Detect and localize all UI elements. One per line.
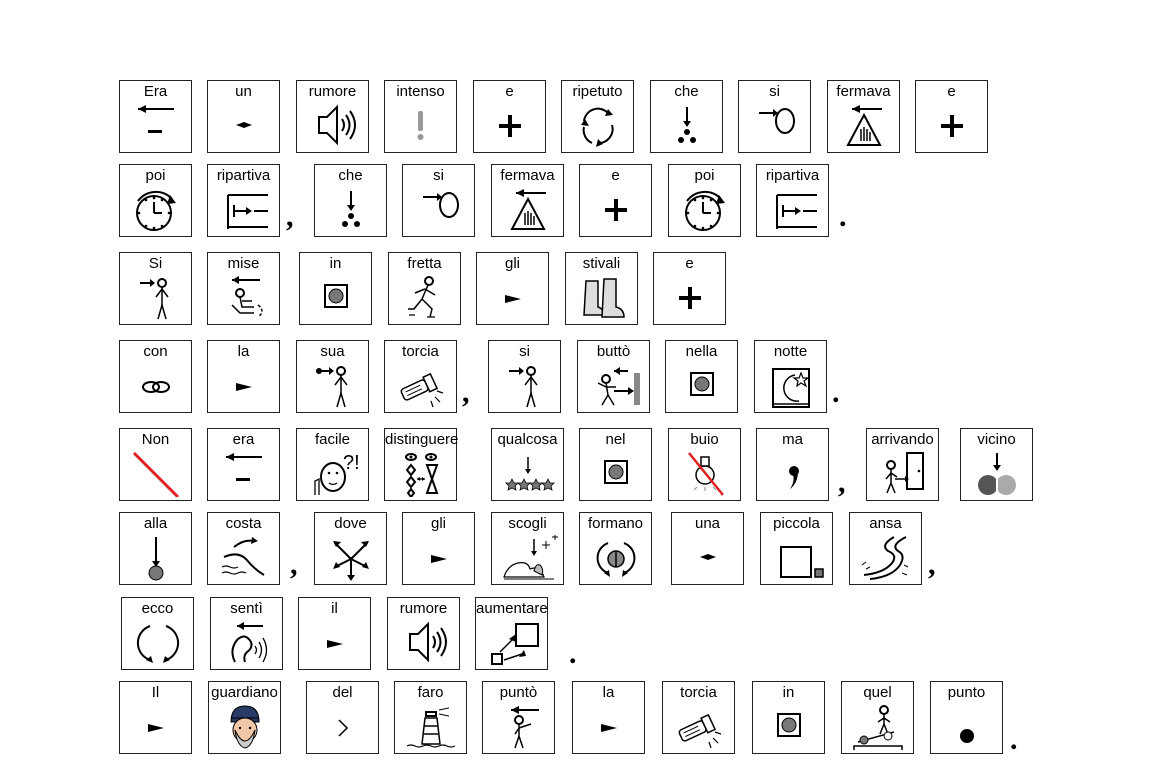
symbol-card xyxy=(384,428,457,501)
symbol-card xyxy=(207,80,280,153)
symbol-card xyxy=(841,681,914,754)
plus-icon xyxy=(586,187,646,233)
symbol-word: il xyxy=(331,600,338,617)
symbol-word: ripetuto xyxy=(572,83,623,100)
symbol-card xyxy=(384,340,457,413)
symbol-card xyxy=(207,340,280,413)
cycle-arrows-icon xyxy=(568,103,628,149)
symbol-card xyxy=(572,681,645,754)
symbol-word: piccola xyxy=(773,515,820,532)
arrow-circle-icon xyxy=(409,187,469,233)
symbol-word: fretta xyxy=(407,255,442,272)
symbol-card xyxy=(296,340,369,413)
restart-lines-icon xyxy=(763,187,823,233)
symbol-card xyxy=(298,597,371,670)
symbol-card xyxy=(306,681,379,754)
symbol-card xyxy=(475,597,548,670)
svg-text:?!: ?! xyxy=(342,452,360,474)
symbol-card xyxy=(119,512,192,585)
symbol-word: si xyxy=(769,83,780,100)
symbol-card xyxy=(579,512,652,585)
sentence-row xyxy=(0,512,1170,588)
person-door-icon xyxy=(873,451,933,497)
symbol-word: una xyxy=(694,515,721,532)
big-small-squares-icon xyxy=(767,535,827,581)
symbol-word: sentì xyxy=(230,600,263,617)
symbol-card xyxy=(121,597,194,670)
symbol-word: si xyxy=(433,167,444,184)
symbol-word: e xyxy=(505,83,514,100)
symbol-card xyxy=(119,428,192,501)
symbol-word: gli xyxy=(504,255,520,272)
symbol-word: era xyxy=(232,431,255,448)
symbol-card xyxy=(756,428,829,501)
symbol-word: fermava xyxy=(836,83,891,100)
comma-mark: , xyxy=(290,548,298,581)
lighthouse-icon xyxy=(401,704,461,750)
eyes-compare-icon xyxy=(391,451,451,497)
symbol-card xyxy=(668,164,741,237)
coast-icon xyxy=(214,535,274,581)
symbol-card xyxy=(579,428,652,501)
seesaw-icon xyxy=(848,704,908,750)
symbol-card xyxy=(488,340,561,413)
symbol-word: ecco xyxy=(141,600,174,617)
dot-arrow-person-icon xyxy=(303,363,363,409)
symbol-card xyxy=(662,681,735,754)
stop-hand-sign-icon xyxy=(498,187,558,233)
symbol-word: sua xyxy=(320,343,345,360)
symbol-word: alla xyxy=(143,515,168,532)
period-mark: . xyxy=(832,376,840,409)
symbol-card xyxy=(760,512,833,585)
sentence-row xyxy=(0,164,1170,240)
symbol-card xyxy=(960,428,1033,501)
pointing-person-icon xyxy=(489,704,549,750)
ear-icon xyxy=(217,620,277,666)
symbol-card xyxy=(752,681,825,754)
symbol-card xyxy=(394,681,467,754)
running-person-icon xyxy=(395,275,455,321)
past-arrow-minus-icon xyxy=(214,451,274,497)
square-dot-icon xyxy=(306,275,366,321)
triangle-pointer-icon xyxy=(305,620,365,666)
bulb-crossed-icon xyxy=(675,451,735,497)
symbol-word: la xyxy=(237,343,250,360)
symbol-card xyxy=(402,512,475,585)
period-mark: . xyxy=(1010,723,1018,756)
symbol-card xyxy=(296,428,369,501)
symbol-word: facile xyxy=(314,431,351,448)
symbol-word: gli xyxy=(430,515,446,532)
symbol-word: vicino xyxy=(977,431,1016,448)
symbol-card xyxy=(388,252,461,325)
symbol-word: buttò xyxy=(596,343,631,360)
square-dot-icon xyxy=(672,363,732,409)
symbol-card xyxy=(849,512,922,585)
plus-icon xyxy=(660,275,720,321)
triangle-pointer-icon xyxy=(579,704,639,750)
dots-arrow-icon xyxy=(657,103,717,149)
symbol-word: qualcosa xyxy=(497,431,558,448)
symbol-word: poi xyxy=(145,167,166,184)
symbol-word: del xyxy=(332,684,353,701)
stars-arrow-icon xyxy=(498,451,558,497)
jump-person-icon xyxy=(584,363,644,409)
form-arrows-icon xyxy=(586,535,646,581)
clock-icon xyxy=(675,187,735,233)
symbol-card xyxy=(387,597,460,670)
dots-arrow-icon xyxy=(321,187,381,233)
symbol-word: torcia xyxy=(402,343,439,360)
symbol-card xyxy=(299,252,372,325)
symbol-word: torcia xyxy=(680,684,717,701)
symbol-card xyxy=(402,164,475,237)
plus-icon xyxy=(922,103,982,149)
red-slash-icon xyxy=(126,451,186,497)
symbol-word: e xyxy=(947,83,956,100)
symbol-word: ma xyxy=(782,431,803,448)
presenting-arrows-icon xyxy=(128,620,188,666)
flashlight-icon xyxy=(391,363,451,409)
symbol-card xyxy=(915,80,988,153)
face-question-icon xyxy=(303,451,363,497)
boots-icon xyxy=(572,275,632,321)
symbol-card xyxy=(827,80,900,153)
dot-icon xyxy=(937,704,997,750)
symbol-card xyxy=(665,340,738,413)
sentence-row xyxy=(0,428,1170,504)
comma-mark: , xyxy=(928,548,936,581)
symbol-card xyxy=(738,80,811,153)
symbol-card xyxy=(296,80,369,153)
symbol-card xyxy=(119,252,192,325)
arrow-person-icon xyxy=(126,275,186,321)
symbol-card xyxy=(119,681,192,754)
arrow-down-dot-icon xyxy=(126,535,186,581)
symbol-word: ripartiva xyxy=(216,167,271,184)
sentence-row xyxy=(0,681,1170,757)
past-arrow-minus-icon xyxy=(126,103,186,149)
symbol-card xyxy=(653,252,726,325)
triangle-pointer-icon xyxy=(483,275,543,321)
symbol-card xyxy=(207,252,280,325)
symbol-card xyxy=(482,681,555,754)
symbol-word: nella xyxy=(685,343,718,360)
symbol-word: guardiano xyxy=(211,684,278,701)
symbol-card xyxy=(314,512,387,585)
symbol-card xyxy=(577,340,650,413)
symbol-word: notte xyxy=(773,343,808,360)
sentence-row xyxy=(0,340,1170,416)
symbol-card xyxy=(314,164,387,237)
symbol-card xyxy=(579,164,652,237)
period-mark: . xyxy=(569,637,577,670)
symbol-card xyxy=(671,512,744,585)
comma-mark: , xyxy=(462,376,470,409)
symbol-word: rumore xyxy=(308,83,357,100)
clock-icon xyxy=(126,187,186,233)
symbol-word: puntò xyxy=(499,684,538,701)
stop-hand-sign-icon xyxy=(834,103,894,149)
symbol-card xyxy=(119,80,192,153)
symbol-word: Il xyxy=(151,684,160,701)
symbol-word: ripartiva xyxy=(765,167,820,184)
increase-squares-icon xyxy=(482,620,542,666)
symbol-word: formano xyxy=(587,515,644,532)
symbol-word: fermava xyxy=(500,167,555,184)
symbol-word: stivali xyxy=(582,255,621,272)
symbol-word: e xyxy=(685,255,694,272)
symbol-card xyxy=(207,512,280,585)
sentence-row xyxy=(0,597,1170,673)
symbol-word: in xyxy=(329,255,342,272)
symbol-word: rumore xyxy=(399,600,448,617)
symbol-card xyxy=(930,681,1003,754)
symbol-card xyxy=(668,428,741,501)
chevron-right-icon xyxy=(313,704,373,750)
symbol-word: costa xyxy=(225,515,262,532)
triangle-pointer-icon xyxy=(409,535,469,581)
symbol-card xyxy=(207,428,280,501)
period-mark: . xyxy=(839,200,847,233)
symbol-card xyxy=(561,80,634,153)
restart-lines-icon xyxy=(214,187,274,233)
linked-rings-icon xyxy=(126,363,186,409)
comma-mark: , xyxy=(286,200,294,233)
symbol-word: che xyxy=(674,83,699,100)
moon-star-icon xyxy=(761,363,821,409)
symbol-card xyxy=(491,512,564,585)
symbol-word: nel xyxy=(605,431,626,448)
symbol-word: la xyxy=(602,684,615,701)
symbol-word: dove xyxy=(334,515,367,532)
person-dressing-icon xyxy=(214,275,274,321)
symbol-word: Era xyxy=(143,83,168,100)
symbol-card xyxy=(208,681,281,754)
symbol-card xyxy=(384,80,457,153)
symbol-card xyxy=(756,164,829,237)
speaker-icon xyxy=(394,620,454,666)
symbol-word: scogli xyxy=(508,515,547,532)
symbol-word: e xyxy=(611,167,620,184)
symbol-word: Non xyxy=(141,431,170,448)
symbol-card xyxy=(754,340,827,413)
symbol-card xyxy=(119,164,192,237)
symbol-word: quel xyxy=(863,684,892,701)
symbol-word: distinguere xyxy=(385,431,459,448)
symbol-card xyxy=(565,252,638,325)
flashlight-icon xyxy=(669,704,729,750)
plus-icon xyxy=(480,103,540,149)
directions-icon xyxy=(321,535,381,581)
river-bend-icon xyxy=(856,535,916,581)
speaker-icon xyxy=(303,103,363,149)
arrow-person-icon xyxy=(495,363,555,409)
symbol-word: mise xyxy=(227,255,260,272)
rocks-icon xyxy=(498,535,558,581)
symbol-card xyxy=(119,340,192,413)
symbol-card xyxy=(476,252,549,325)
triangle-pointer-icon xyxy=(214,363,274,409)
symbol-card xyxy=(491,428,564,501)
symbol-word: faro xyxy=(417,684,444,701)
symbol-word: si xyxy=(519,343,530,360)
triangle-pointer-icon xyxy=(126,704,186,750)
square-dot-icon xyxy=(586,451,646,497)
symbol-word: ansa xyxy=(869,515,902,532)
symbol-card xyxy=(473,80,546,153)
symbol-card xyxy=(491,164,564,237)
symbol-word: un xyxy=(235,83,252,100)
symbol-word: in xyxy=(782,684,795,701)
symbol-word: poi xyxy=(694,167,715,184)
symbol-word: con xyxy=(143,343,168,360)
sentence-row xyxy=(0,80,1170,156)
sentence-row xyxy=(0,252,1170,328)
symbol-word: Si xyxy=(148,255,163,272)
comma-icon xyxy=(763,451,823,497)
near-circles-icon xyxy=(967,451,1027,497)
exclamation-icon xyxy=(391,103,451,149)
symbol-word: punto xyxy=(947,684,986,701)
old-man-icon xyxy=(215,704,275,750)
comma-mark: , xyxy=(838,466,846,499)
symbol-word: che xyxy=(338,167,363,184)
symbol-card xyxy=(207,164,280,237)
symbol-word: intenso xyxy=(396,83,445,100)
symbol-card xyxy=(210,597,283,670)
symbol-word: buio xyxy=(690,431,719,448)
arrow-circle-icon xyxy=(745,103,805,149)
symbol-word: aumentare xyxy=(476,600,548,617)
small-diamond-icon xyxy=(214,103,274,149)
small-diamond-icon xyxy=(678,535,738,581)
square-dot-icon xyxy=(759,704,819,750)
symbol-word: arrivando xyxy=(871,431,934,448)
symbol-card xyxy=(650,80,723,153)
symbol-card xyxy=(866,428,939,501)
